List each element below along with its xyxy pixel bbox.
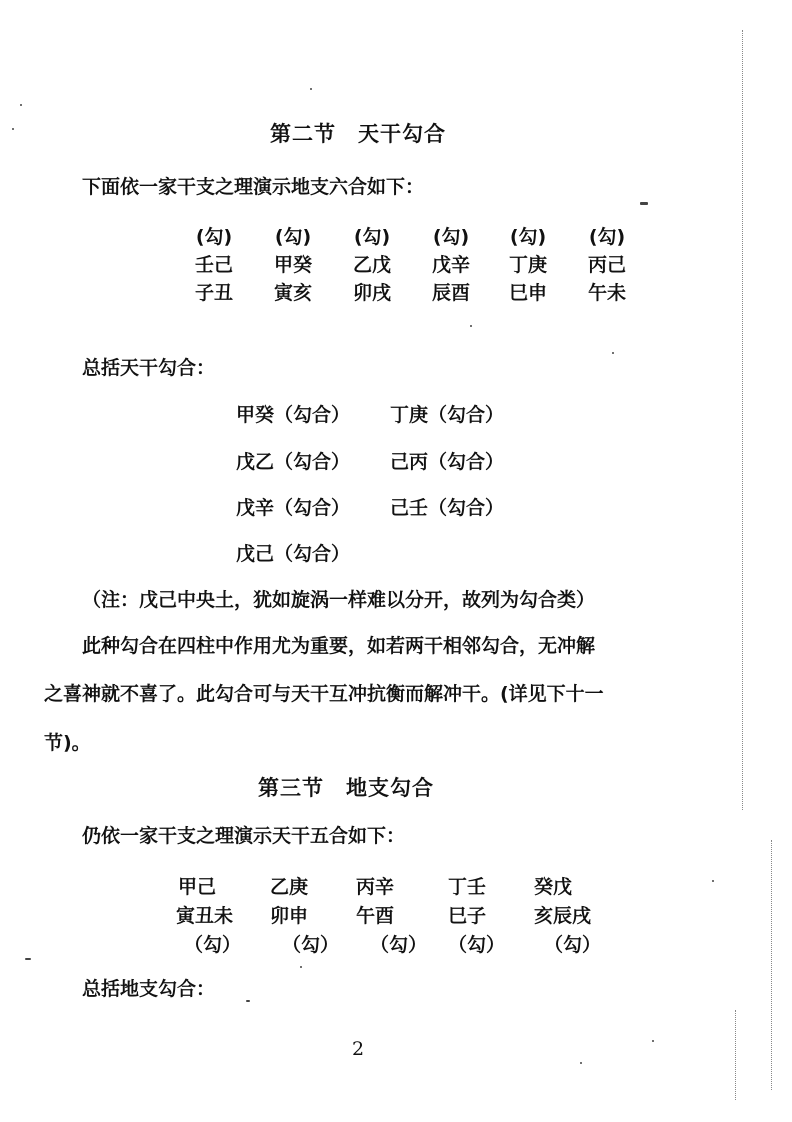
summary-pair: 戊己（勾合） [236, 543, 351, 565]
scan-speck [470, 325, 472, 327]
scan-speck [712, 880, 714, 882]
section2-paragraph-line: 此种勾合在四柱中作用尤为重要，如若两干相邻勾合，无冲解 [82, 635, 596, 657]
grid-mark: （勾） [184, 934, 242, 956]
section3-summary-heading: 总括地支勾合： [82, 978, 216, 1000]
grid-mark: （勾） [544, 934, 602, 956]
grid-branches: 寅亥 [273, 282, 312, 304]
scan-speck [246, 1000, 250, 1002]
grid-branches: 子丑 [194, 282, 233, 304]
grid-mark: （勾） [370, 934, 428, 956]
section2-summary-heading: 总括天干勾合： [82, 357, 216, 379]
grid-branches: 寅丑未 [176, 905, 234, 927]
grid-stems: 丁庚 [508, 254, 547, 276]
grid-mark: (勾) [509, 226, 547, 248]
scan-speck [612, 352, 614, 354]
summary-pair: 戊乙（勾合） [236, 451, 351, 473]
summary-pair: 己丙（勾合） [390, 451, 505, 473]
scan-speck [12, 128, 14, 130]
summary-pair: 甲癸（勾合） [236, 404, 351, 426]
grid-mark: （勾） [282, 934, 340, 956]
grid-mark: （勾） [448, 934, 506, 956]
grid-stems: 癸戊 [534, 876, 573, 898]
grid-mark: (勾) [353, 226, 391, 248]
scan-speck [652, 1040, 654, 1042]
scan-speck [640, 202, 648, 205]
scan-speck [25, 958, 31, 960]
scan-speck [300, 966, 302, 968]
grid-stems: 甲癸 [273, 254, 312, 276]
grid-stems: 丙辛 [356, 876, 395, 898]
scan-edge-line [771, 840, 773, 1090]
grid-stems: 丙己 [587, 254, 626, 276]
section2-title: 第二节 天干勾合 [270, 122, 446, 146]
grid-branches: 卯申 [270, 905, 309, 927]
grid-stems: 甲己 [178, 876, 217, 898]
scan-speck [580, 1062, 582, 1064]
grid-branches: 午未 [587, 282, 626, 304]
scan-edge-line [735, 1010, 737, 1100]
grid-stems: 丁壬 [448, 876, 487, 898]
grid-branches: 巳申 [508, 282, 547, 304]
section2-paragraph-line: 之喜神就不喜了。此勾合可与天干互冲抗衡而解冲干。(详见下十一 [44, 683, 604, 705]
summary-pair: 丁庚（勾合） [390, 404, 505, 426]
grid-stems: 戊辛 [431, 254, 470, 276]
grid-stems: 壬己 [194, 254, 233, 276]
grid-branches: 亥辰戌 [534, 905, 592, 927]
grid-branches: 午酉 [356, 905, 395, 927]
section2-intro: 下面依一家干支之理演示地支六合如下： [82, 176, 425, 198]
scan-speck [310, 88, 312, 90]
grid-mark: (勾) [432, 226, 470, 248]
grid-branches: 卯戌 [352, 282, 391, 304]
summary-pair: 戊辛（勾合） [236, 497, 351, 519]
grid-mark: (勾) [195, 226, 233, 248]
grid-mark: (勾) [588, 226, 626, 248]
scan-edge-line [742, 30, 744, 810]
section2-paragraph-line: 节)。 [44, 732, 91, 754]
grid-mark: (勾) [274, 226, 312, 248]
section3-intro: 仍依一家干支之理演示天干五合如下： [82, 825, 406, 847]
scan-speck [20, 104, 22, 106]
grid-branches: 巳子 [448, 905, 487, 927]
section3-title: 第三节 地支勾合 [258, 776, 434, 800]
grid-stems: 乙庚 [270, 876, 309, 898]
summary-pair: 己壬（勾合） [390, 497, 505, 519]
page-number: 2 [352, 1038, 365, 1060]
section2-note: （注：戊己中央土，犹如旋涡一样难以分开，故列为勾合类） [82, 589, 596, 611]
grid-stems: 乙戊 [352, 254, 391, 276]
grid-branches: 辰酉 [431, 282, 470, 304]
